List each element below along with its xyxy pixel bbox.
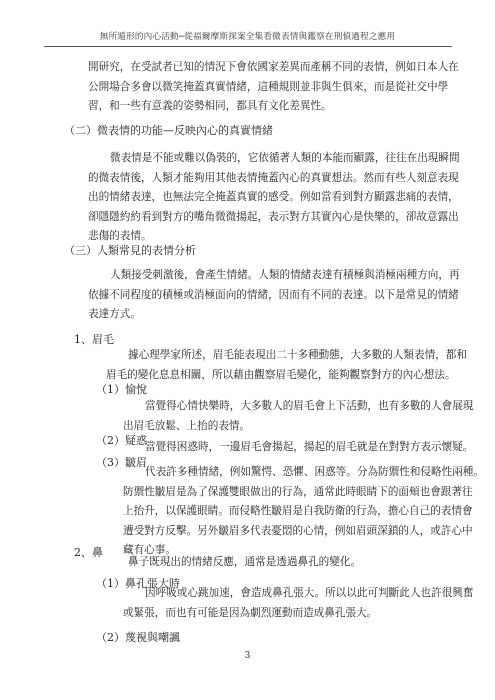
- item-1-sub-2-paragraph: [123, 438, 473, 458]
- header-divider: [44, 46, 452, 47]
- page-number: 3: [244, 651, 251, 661]
- intro-paragraph: [88, 58, 459, 117]
- item-1-heading: 1、眉毛: [74, 333, 114, 346]
- section-2-paragraph: [88, 149, 460, 247]
- item-1-sub-1-heading: （1）愉悅: [96, 383, 147, 396]
- item-1-sub-3-line: 上抬升，以保護眼睛。而侵略性皺眉是自我防衛的行為，擔心自己的表情會: [123, 505, 473, 517]
- item-1-sub-3-line: 防禦性皺眉是為了保護雙眼做出的行為，通常此時眼睛下的面頰也會跟著往: [123, 485, 473, 498]
- item-1-sub-3-paragraph: [123, 463, 484, 561]
- section-3-paragraph: [88, 266, 460, 325]
- item-1-sub-3-heading: （3）皺眉: [96, 456, 147, 469]
- item-1-sub-3-line: 藏有心事。: [123, 544, 176, 556]
- item-1-sub-1-line: 出眉毛放鬆、上抬的表情。: [123, 419, 251, 432]
- item-1-paragraph: [106, 346, 467, 385]
- item-2-sub-1-paragraph: [123, 584, 473, 623]
- section-2-line: 的微表情後，人類才能夠用其他表情掩蓋內心的真實想法。然而有些人刻意表現: [88, 171, 459, 184]
- running-header: 無所遁形的內心活動─從福爾摩斯探案全集看微表情與鑑察在刑偵過程之應用: [99, 32, 396, 42]
- item-2-line: 鼻子既現出的情緒反應，通常是透過鼻孔的變化。: [128, 556, 362, 568]
- item-2-sub-2-heading: （2）蔑視與嘲諷: [96, 631, 180, 644]
- section-3-line: 人類接受刺激後，會產生情緒。人類的情緒表達有積極與消極兩種方向，再: [110, 269, 460, 281]
- section-3-heading: （三）人類常見的表情分析: [64, 244, 196, 257]
- item-2-paragraph: [106, 553, 361, 573]
- item-2-sub-1-heading: （1）鼻孔張大時: [96, 577, 180, 590]
- section-2-line: 微表情是不能或難以偽裝的，它依循著人類的本能而顯露，往往在出現瞬間: [110, 152, 460, 164]
- item-2-heading: 2、鼻: [74, 546, 103, 559]
- item-1-sub-1-paragraph: [123, 397, 473, 436]
- item-1-sub-3-line: 代表許多種情緒，例如驚愕、恐懼、困惑等。分為防禦性和侵略性兩種。: [145, 466, 484, 478]
- intro-line: 習，和一些有意義的姿勢相同，都具有文化差異性。: [88, 100, 332, 112]
- section-2-heading: （二）微表情的功能—反映內心的真實情緒: [64, 124, 273, 137]
- section-3-line: 表達方式。: [88, 308, 141, 320]
- item-1-sub-1-line: 當覺得心情快樂時，大多數人的眉毛會上下活動，也有多數的人會展現: [145, 400, 474, 412]
- intro-line: 開研究，在受試者已知的情況下會依國家差異而產稱不同的表情，例如日本人在: [88, 61, 459, 73]
- item-1-sub-2-heading: （2）疑惑: [96, 434, 147, 447]
- item-1-line: 眉毛的變化息息相關，所以藉由觀察眉毛變化，能夠觀察對方的內心想法。: [106, 368, 456, 381]
- item-2-sub-1-line: 因呼吸或心跳加速，會造成鼻孔張大。所以以此可判斷此人也許很興奮: [145, 587, 474, 599]
- section-3-line: 依據不同程度的積極或消極面向的情緒，因而有不同的表達。以下是常見的情緒: [88, 288, 459, 301]
- section-2-line: 悲傷的表情。: [88, 230, 152, 242]
- item-1-sub-2-line: 當覺得困惑時，一邊眉毛會揚起，揚起的眉毛就是在對對方表示懷疑。: [145, 441, 474, 453]
- item-1-line: 據心理學家所述，眉毛能表現出二十多種動態，大多數的人類表情，都和: [128, 349, 467, 361]
- item-1-sub-3-line: 遭受對方反擊。另外皺眉多代表憂悶的心情，例如眉頭深鎖的人，或許心中: [123, 524, 473, 537]
- item-2-sub-1-line: 或緊張，而也有可能是因為劇烈運動而造成鼻孔張大。: [123, 606, 378, 619]
- intro-line: 公開場合多會以微笑掩蓋真實情緒，這種規則並非與生俱來，而是從社交中學: [88, 80, 449, 93]
- section-2-line: 出的情緒表達，也無法完全掩蓋真實的感受。例如當看到對方顯露悲痛的表情，: [88, 191, 459, 203]
- section-2-line: 卻隱隱約約看到對方的嘴角微微揚起，表示對方其實內心是快樂的，卻故意露出: [88, 210, 459, 223]
